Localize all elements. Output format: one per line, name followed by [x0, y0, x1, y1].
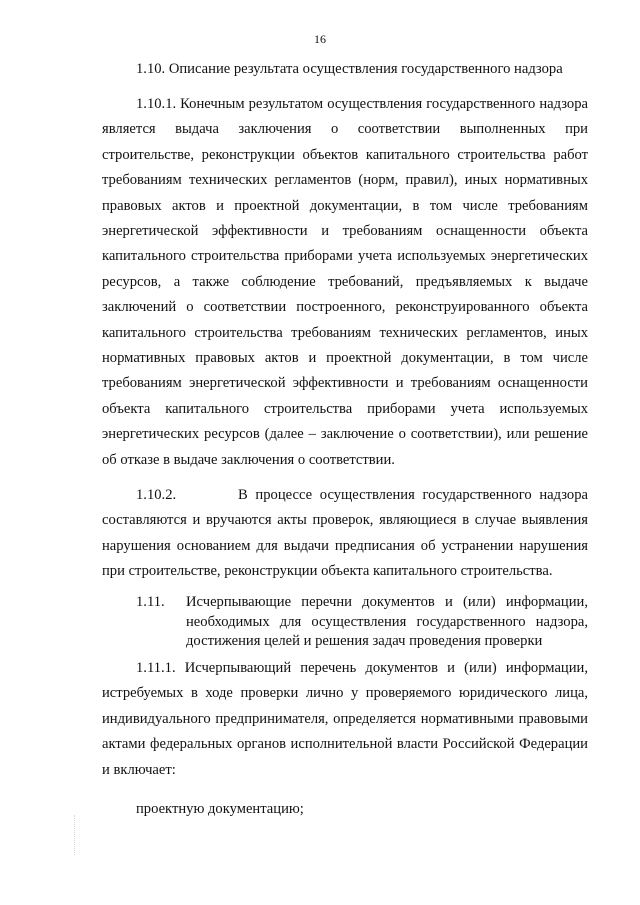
section-title-1-11: Исчерпывающие перечни документов и (или) информации, необходимых для осуществления государственного надзора, достижения целей и решения задач проведения проверки [186, 594, 588, 649]
section-number-1-11: 1.11. [136, 594, 165, 610]
paragraph-1-10-1: 1.10.1. Конечным результатом осуществления государственного надзора является выдача заключения о соответствии выполненных при строительстве, реконструкции объектов капитального строительства работ требованиям технических регламентов (норм, правил), иных нормативных правовых актов и проектной документации, в том числе требованиям энергетической эффективности и требованиям оснащенности объекта капитального строительства приборами учета используемых энергетических ресурсов, а также соблюдение требований, предъявляемых к выдаче заключений о соответствии построенного, реконструированного объекта капитального строительства требованиям технических регламентов, иных нормативных правовых актов и проектной документации, в том числе требованиям энергетической эффективности и требованиям оснащенности объекта капитального строительства приборами учета используемых энергетических ресурсов (далее – заключение о соответствии), или решение об отказе в выдаче заключения о соответствии. [102, 96, 588, 468]
page-number: 16 [314, 32, 326, 46]
list-item-project-docs: проектную документацию; [136, 801, 304, 817]
margin-scan-mark [74, 815, 75, 855]
section-heading-1-11 [136, 593, 588, 652]
paragraph-1-10-2: 1.10.2. В процессе осуществления государственного надзора составляются и вручаются акты проверок, являющиеся в случае выявления нарушения основанием для выдачи предписания об устранении нарушения при строительстве, реконструкции объекта капитального строительства. [102, 487, 592, 580]
paragraph-1-11-1: 1.11.1. Исчерпывающий перечень документов и (или) информации, истребуемых в ходе проверки лично у проверяемого юридического лица, индивидуального предпринимателя, определяется нормативными правовыми актами федеральных органов исполнительной власти Российской Федерации и включает: [102, 660, 588, 778]
section-heading-1-10: 1.10. Описание результата осуществления государственного надзора [136, 61, 563, 77]
